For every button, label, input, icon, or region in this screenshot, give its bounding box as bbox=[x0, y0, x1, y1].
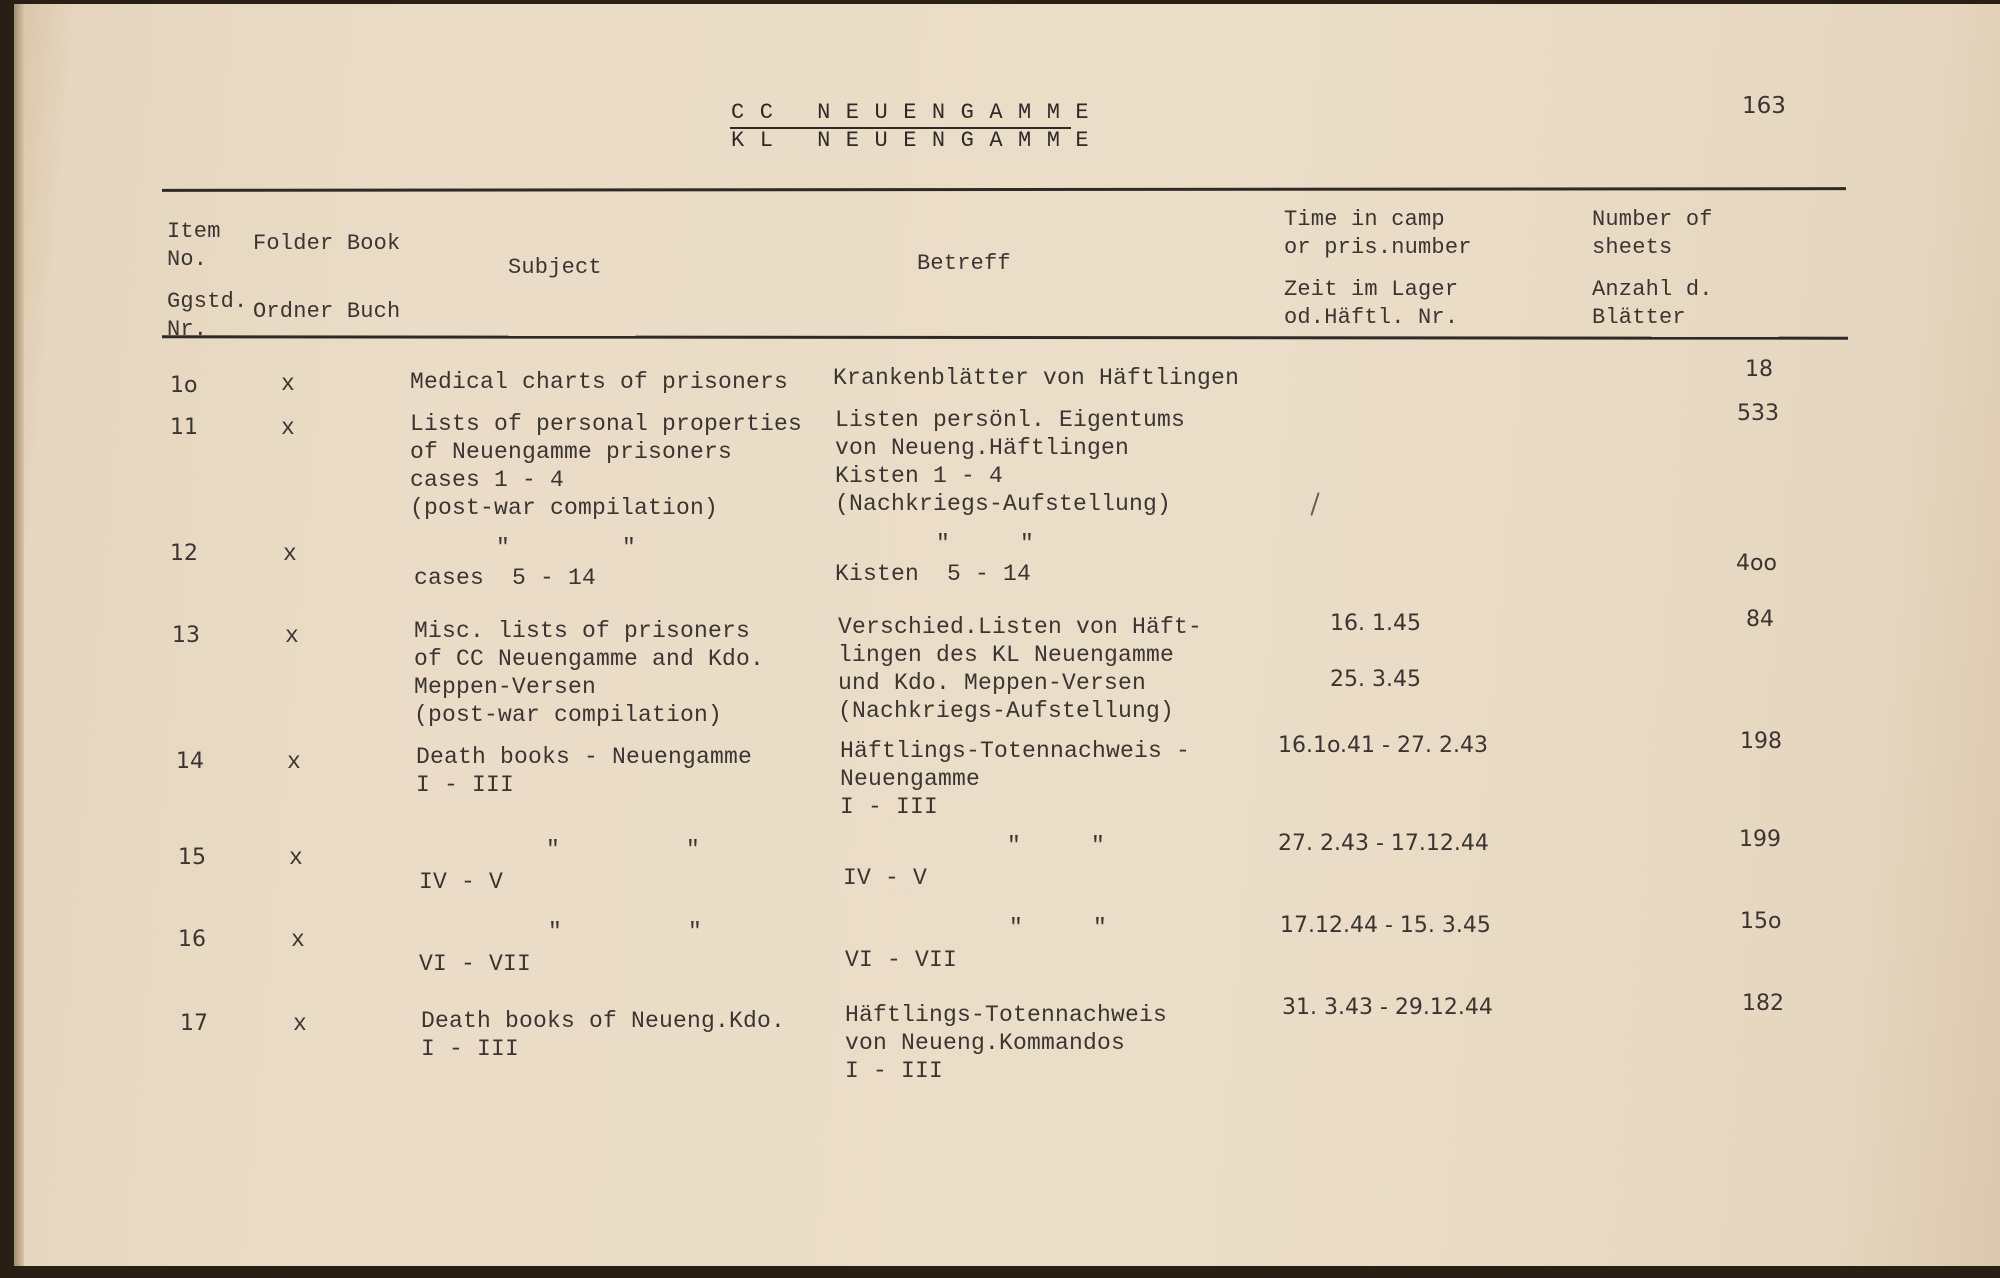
row-subject-ditto: " " bbox=[546, 837, 701, 863]
row-folder-mark: x bbox=[289, 845, 304, 871]
col-sheets-en: Number of sheets bbox=[1592, 207, 1713, 260]
row-item-no: 1o bbox=[170, 373, 198, 398]
row-item-no: 17 bbox=[180, 1011, 208, 1036]
header-bottom-rule bbox=[162, 335, 1848, 339]
row-subject: Death books of Neueng.Kdo. I - III bbox=[421, 1008, 786, 1062]
col-folder-book-en: Folder Book bbox=[253, 231, 401, 256]
row-subject: Lists of personal properties of Neuengamme prisoners cases 1 - 4 (post-war compilation) bbox=[410, 411, 803, 521]
row-folder-mark: x bbox=[281, 371, 296, 397]
col-sheets-de: Anzahl d. Blätter bbox=[1592, 277, 1713, 330]
col-time-de: Zeit im Lager od.Häftl. Nr. bbox=[1284, 277, 1459, 330]
row-subject: cases 5 - 14 bbox=[414, 565, 597, 591]
row-folder-mark: x bbox=[293, 1011, 308, 1037]
row-time: 31. 3.43 - 29.12.44 bbox=[1282, 995, 1493, 1020]
title-de: KL NEUENGAMME bbox=[731, 128, 1105, 153]
header-top-rule bbox=[162, 187, 1846, 192]
row-item-no: 15 bbox=[178, 845, 206, 870]
col-subject: Subject bbox=[508, 255, 602, 280]
row-time: 16.1o.41 - 27. 2.43 bbox=[1278, 733, 1488, 758]
row-sheets: 198 bbox=[1740, 729, 1782, 754]
row-betreff: IV - V bbox=[843, 865, 928, 891]
document-page bbox=[14, 4, 2000, 1266]
row-subject-ditto: " " bbox=[496, 535, 637, 561]
row-folder-mark: x bbox=[287, 749, 302, 775]
row-time-2: 25. 3.45 bbox=[1330, 667, 1421, 692]
page-number: 163 bbox=[1742, 93, 1786, 119]
row-folder-mark: x bbox=[283, 541, 298, 567]
row-time: 27. 2.43 - 17.12.44 bbox=[1278, 831, 1489, 856]
row-betreff: Verschied.Listen von Häft- lingen des KL Neuengamme und Kdo. Meppen-Versen (Nachkriegs-Aufstellung) bbox=[838, 614, 1203, 724]
row-item-no: 13 bbox=[172, 623, 200, 648]
row-betreff: Krankenblätter von Häftlingen bbox=[833, 365, 1240, 391]
col-item-de: Ggstd. Nr. bbox=[167, 289, 248, 342]
row-item-no: 14 bbox=[176, 749, 204, 774]
row-subject: Death books - Neuengamme I - III bbox=[416, 744, 753, 798]
row-sheets: 533 bbox=[1737, 401, 1779, 426]
row-folder-mark: x bbox=[281, 415, 296, 441]
row-item-no: 12 bbox=[170, 541, 198, 566]
page-binding-edge bbox=[14, 4, 24, 1266]
title-en: CC NEUENGAMME bbox=[731, 100, 1105, 125]
row-subject-ditto: " " bbox=[548, 919, 703, 945]
row-betreff: Listen persönl. Eigentums von Neueng.Häftlingen Kisten 1 - 4 (Nachkriegs-Aufstellung) bbox=[835, 407, 1186, 517]
col-betreff: Betreff bbox=[917, 251, 1011, 276]
row-sheets: 84 bbox=[1746, 607, 1774, 632]
col-folder-book-de: Ordner Buch bbox=[253, 299, 401, 324]
row-item-no: 11 bbox=[170, 415, 198, 440]
row-subject: VI - VII bbox=[419, 951, 532, 977]
row-time: 17.12.44 - 15. 3.45 bbox=[1280, 913, 1491, 938]
row-subject: Medical charts of prisoners bbox=[410, 369, 789, 395]
row-betreff-ditto: " " bbox=[1007, 833, 1106, 859]
row-time: 16. 1.45 bbox=[1330, 611, 1421, 636]
col-item-en: Item No. bbox=[167, 219, 221, 272]
row-subject: IV - V bbox=[419, 869, 504, 895]
row-sheets: 199 bbox=[1739, 827, 1781, 852]
row-subject: Misc. lists of prisoners of CC Neuengamme and Kdo. Meppen-Versen (post-war compilation) bbox=[414, 618, 765, 728]
row-betreff-ditto: " " bbox=[936, 531, 1035, 557]
row-sheets: 4oo bbox=[1736, 551, 1777, 576]
row-folder-mark: x bbox=[285, 623, 300, 649]
row-folder-mark: x bbox=[291, 927, 306, 953]
row-betreff: VI - VII bbox=[845, 947, 958, 973]
row-betreff: Häftlings-Totennachweis - Neuengamme I - III bbox=[840, 738, 1191, 820]
col-time-en: Time in camp or pris.number bbox=[1284, 207, 1472, 260]
row-item-no: 16 bbox=[178, 927, 206, 952]
pencil-mark bbox=[1310, 492, 1319, 515]
row-sheets: 15o bbox=[1740, 909, 1782, 934]
row-betreff-ditto: " " bbox=[1009, 915, 1108, 941]
row-betreff: Häftlings-Totennachweis von Neueng.Kommandos I - III bbox=[845, 1002, 1168, 1084]
row-sheets: 18 bbox=[1745, 357, 1773, 382]
row-betreff: Kisten 5 - 14 bbox=[835, 561, 1032, 587]
row-sheets: 182 bbox=[1742, 991, 1784, 1016]
